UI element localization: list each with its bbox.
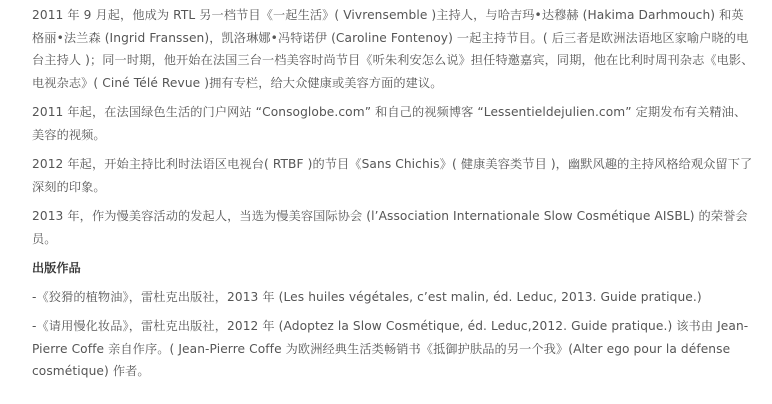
paragraph-2011-web: 2011 年起，在法国绿色生活的门户网站 “Consoglobe.com” 和自己的视频博客 “Lessentieldejulien.com” 定期发布有关精油、美容的视频。 [32, 105, 747, 142]
paragraph-2013-slow: 2013 年，作为慢美容活动的发起人，当选为慢美容国际协会 (l’Association Internationale Slow Cosmétique AISBL) 的荣誉会员。 [32, 209, 748, 246]
publication-item-2: -《请用慢化妆品》，雷杜克出版社，2012 年 (Adoptez la Slow Cosmétique, éd. Leduc,2012. Guide pratique.) 该书由 Jean-Pierre Coffe 亲自作序。( Jean-Pierre Coffe 为欧洲经典生活类畅销书《抵御护肤品的另一个我》(Alter ego pour la défense cosmétique) 作者。 [32, 319, 749, 378]
paragraph-2012-rtbf: 2012 年起，开始主持比利时法语区电视台( RTBF )的节目《Sans Chichis》( 健康美容类节目 )，幽默风趣的主持风格给观众留下了深刻的印象。 [32, 157, 753, 194]
section-title-publications: 出版作品 [32, 261, 81, 275]
publication-item-1: -《狡猾的植物油》，雷杜克出版社，2013 年 (Les huiles végétales, c’est malin, éd. Leduc, 2013. Guide pratique.) [32, 289, 702, 304]
paragraph-2011-rtl: 2011 年 9 月起，他成为 RTL 另一档节目《一起生活》( Vivrensemble )主持人，与哈吉玛•达穆赫 (Hakima Darhmouch) 和英格丽•法兰森 (Ingrid Franssen)，凯洛琳娜•冯特诺伊 (Caroline Fontenoy) 一起主持节目。( 后三者是欧洲法语地区家喻户晓的电台主持人 )；同一时期，他开始在法国三台一档美容时尚节目《听朱利安怎么说》担任特邀嘉宾，同期，他在比利时周刊杂志《电影、电视杂志》( Ciné Télé Revue )拥有专栏，给大众健康或美容方面的建议。 [32, 8, 754, 90]
